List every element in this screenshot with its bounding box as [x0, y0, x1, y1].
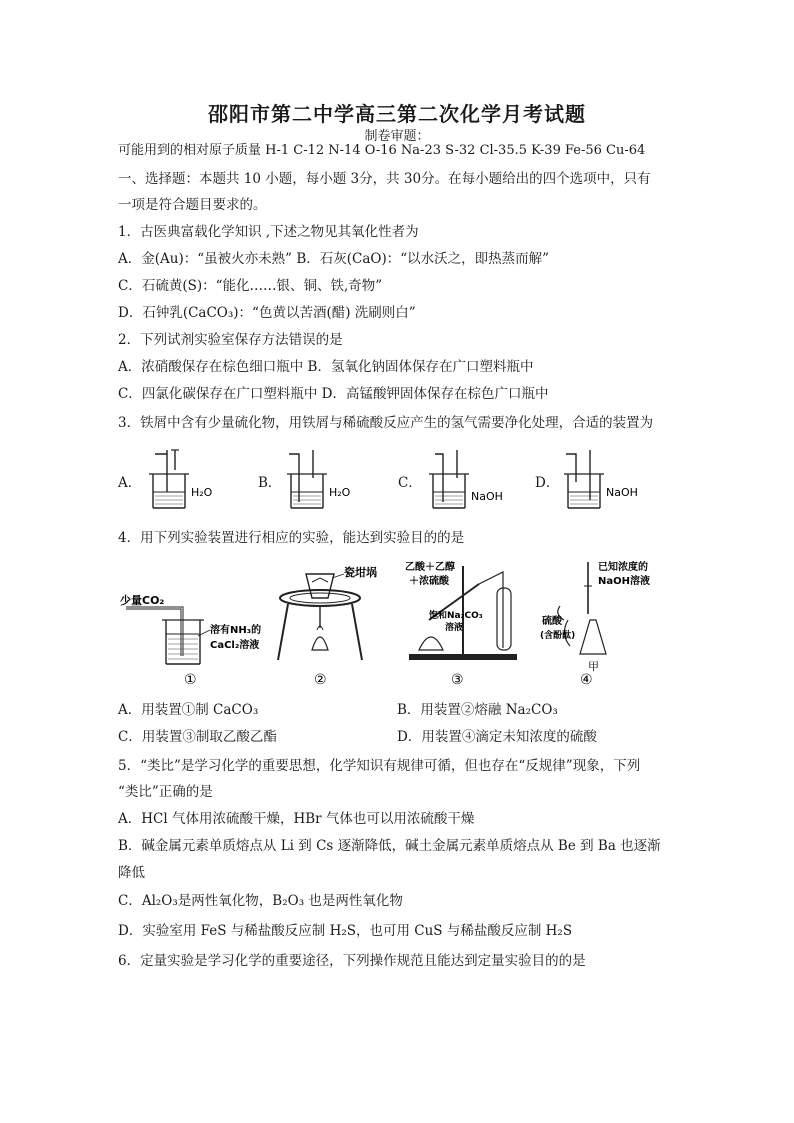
q3-c-washbottle — [425, 446, 515, 516]
q4-fig3-label4: 溶液 — [445, 623, 464, 633]
q4-stem: 4．用下列实验装置进行相应的实验，能达到实验目的的是 — [118, 530, 465, 546]
q4-fig3-apparatus — [405, 558, 530, 688]
q4-fig4-label4: (含酚酞) — [540, 631, 576, 641]
q6-stem: 6．定量实验是学习化学的重要途径，下列操作规范且能达到定量实验目的的是 — [118, 953, 586, 969]
section-intro-line1: 一、选择题：本题共 10 小题，每小题 3分，共 30分。在每小题给出的四个选项中，只有 — [118, 171, 651, 187]
exam-title: 邵阳市第二中学高三第二次化学月考试题 — [208, 102, 586, 126]
q3-b-reagent: H₂O — [329, 486, 351, 499]
q4-fig2-num: ② — [314, 672, 327, 688]
q4-fig2-label1: 瓷坩埚 — [344, 566, 377, 579]
q4-fig1-label2: 溶有NH₃的 — [210, 625, 262, 636]
q3-a-washbottle — [145, 446, 225, 516]
q2-option-cd: C．四氯化碳保存在广口塑料瓶中 D．高锰酸钾固体保存在棕色广口瓶中 — [118, 386, 549, 402]
q3-c-reagent: NaOH — [471, 490, 503, 503]
q3-d-washbottle — [560, 446, 650, 516]
q5-option-c: C．Al₂O₃是两性氧化物，B₂O₃ 也是两性氧化物 — [118, 893, 403, 909]
q3-b-washbottle — [283, 446, 363, 516]
q3-d-letter: D． — [535, 475, 560, 491]
q1-option-ab: A．金(Au)：“虽被火亦未熟” B．石灰(CaO)：“以水沃之，即热蒸而解” — [118, 251, 550, 267]
q4-fig4-label5: 甲 — [588, 660, 599, 673]
q1-stem: 1．古医典富载化学知识 ,下述之物见其氧化性者为 — [118, 224, 419, 240]
q4-fig1-num: ① — [184, 672, 197, 688]
q4-option-b: B．用装置②熔融 Na₂CO₃ — [397, 702, 558, 718]
q2-option-ab: A．浓硝酸保存在棕色细口瓶中 B．氢氧化钠固体保存在广口塑料瓶中 — [118, 359, 534, 375]
q2-stem: 2．下列试剂实验室保存方法错误的是 — [118, 332, 343, 348]
q4-option-d: D．用装置④滴定未知浓度的硫酸 — [397, 729, 597, 745]
q3-c-letter: C． — [398, 475, 422, 491]
q4-fig3-label2: ＋浓硫酸 — [409, 576, 449, 587]
q3-b-letter: B． — [258, 475, 282, 491]
q4-fig4-label1: 已知浓度的 — [598, 562, 648, 573]
q4-fig2-apparatus — [268, 558, 398, 688]
q4-fig4-apparatus — [540, 558, 675, 688]
q1-option-c: C．石硫黄(S)：“能化……银、铜、铁,奇物” — [118, 278, 383, 294]
q5-option-b-line1: B．碱金属元素单质熔点从 Li 到 Cs 逐渐降低，碱土金属元素单质熔点从 Be 到 Ba 也逐渐 — [118, 838, 661, 854]
q5-option-a: A．HCl 气体用浓硫酸干燥，HBr 气体也可以用浓硫酸干燥 — [118, 811, 475, 827]
q5-stem-line1: 5．“类比”是学习化学的重要思想，化学知识有规律可循，但也存在“反规律”现象，下列 — [118, 758, 641, 774]
q4-fig1-label3: CaCl₂溶液 — [210, 640, 260, 651]
q3-d-reagent: NaOH — [606, 486, 638, 499]
q4-option-a: A．用装置①制 CaCO₃ — [118, 702, 259, 718]
section-intro-line2: 一项是符合题目要求的。 — [118, 197, 267, 213]
q4-fig3-label1: 乙酸＋乙醇 — [405, 562, 455, 573]
q5-stem-line2: “类比”正确的是 — [118, 784, 213, 800]
q4-fig4-num: ④ — [580, 672, 593, 688]
atomic-masses: 可能用到的相对原子质量 H-1 C-12 N-14 O-16 Na-23 S-32 Cl-35.5 K-39 Fe-56 Cu-64 — [118, 143, 646, 158]
q3-stem: 3．铁屑中含有少量硫化物，用铁屑与稀硫酸反应产生的氢气需要净化处理，合适的装置为 — [118, 415, 654, 431]
q4-option-c: C．用装置③制取乙酸乙酯 — [118, 729, 277, 745]
q1-option-d: D．石钟乳(CaCO₃)：“色黄以苦酒(醋) 洗刷则白” — [118, 305, 416, 321]
q4-fig1-label1: 少量CO₂ — [120, 594, 165, 607]
q5-option-b-line2: 降低 — [118, 865, 145, 881]
q4-fig3-num: ③ — [451, 672, 464, 688]
q4-fig1-apparatus — [118, 558, 268, 688]
q3-a-reagent: H₂O — [191, 486, 213, 499]
q3-a-letter: A． — [118, 475, 142, 491]
q4-fig4-label2: NaOH溶液 — [598, 576, 650, 587]
q5-option-d: D．实验室用 FeS 与稀盐酸反应制 H₂S，也可用 CuS 与稀盐酸反应制 H₂S — [118, 923, 573, 939]
q4-fig3-label3: 饱和Na₂CO₃ — [429, 611, 483, 621]
q4-fig4-label3: 硫酸 — [542, 616, 562, 627]
exam-subtitle: 制卷审题： — [364, 129, 430, 144]
